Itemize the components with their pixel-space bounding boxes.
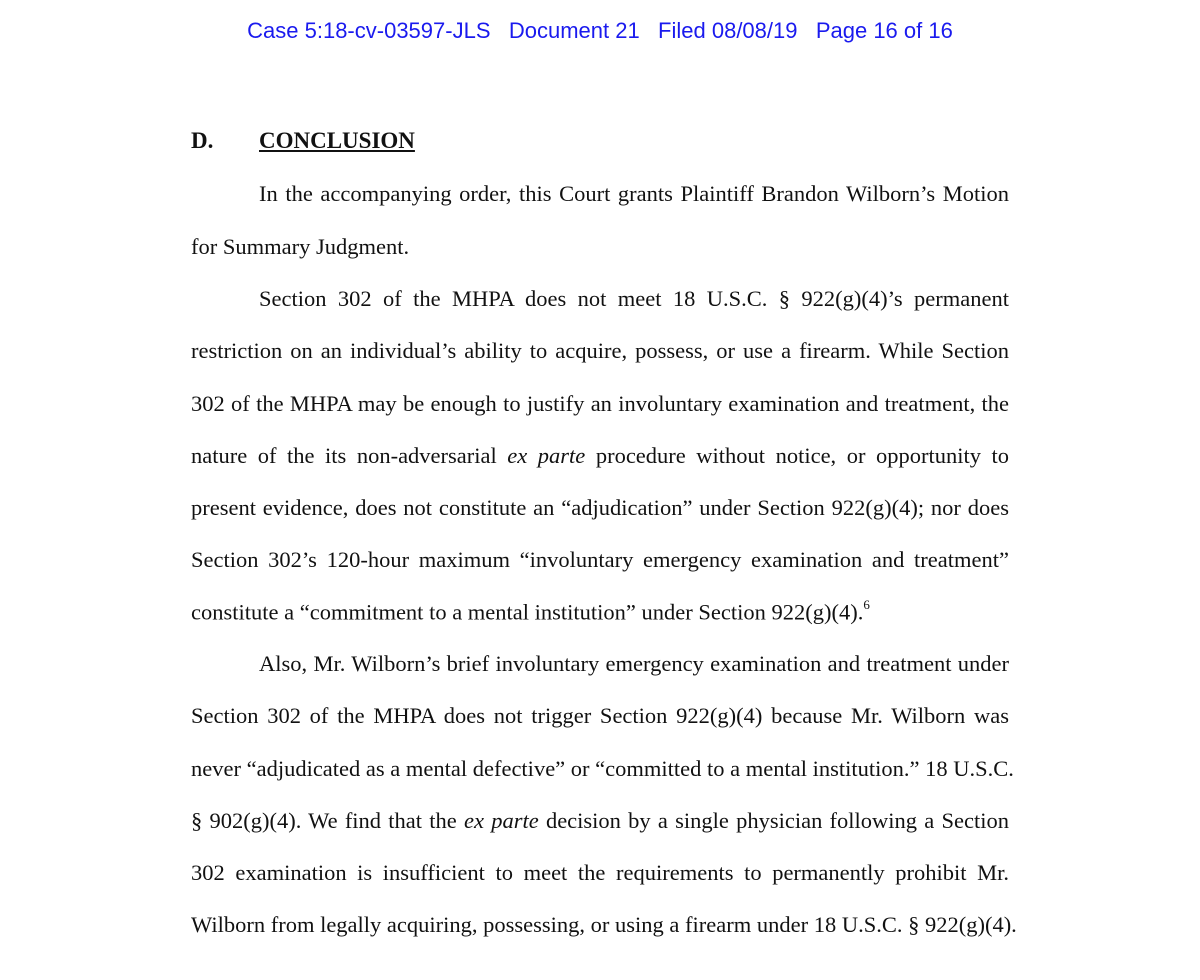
- section-heading: [191, 128, 415, 154]
- paragraph-line: restriction on an individual’s ability to acquire, possess, or use a firearm. While Section: [191, 338, 1009, 363]
- paragraph-line: [191, 443, 1009, 469]
- case-number: Case 5:18-cv-03597-JLS: [247, 18, 491, 43]
- italic-text: ex parte: [464, 808, 539, 833]
- paragraph-line: Section 302 of the MHPA does not meet 18 U.S.C. § 922(g)(4)’s permanent: [259, 286, 1009, 311]
- paragraph-line: present evidence, does not constitute an “adjudication” under Section 922(g)(4); nor does: [191, 495, 1009, 520]
- section-title: CONCLUSION: [259, 128, 415, 153]
- footnote-reference: 6: [863, 597, 870, 612]
- paragraph-line: Also, Mr. Wilborn’s brief involuntary emergency examination and treatment under: [259, 651, 1009, 676]
- page-number: Page 16 of 16: [815, 18, 953, 43]
- italic-text: ex parte: [507, 443, 586, 468]
- line-text: nature of the its non-adversarial: [191, 443, 508, 468]
- paragraph-line: In the accompanying order, this Court grants Plaintiff Brandon Wilborn’s Motion: [259, 181, 1009, 206]
- section-letter: D.: [191, 128, 214, 153]
- paragraph-line: [191, 599, 1009, 626]
- filed-date: Filed 08/08/19: [658, 18, 798, 43]
- line-text: constitute a “commitment to a mental institution” under Section 922(g)(4).: [191, 599, 864, 625]
- paragraph-line: Section 302’s 120-hour maximum “involuntary emergency examination and treatment”: [191, 547, 1009, 572]
- paragraph-line: Section 302 of the MHPA does not trigger Section 922(g)(4) because Mr. Wilborn was: [191, 703, 1009, 728]
- case-header: [0, 18, 1200, 44]
- paragraph-line: for Summary Judgment.: [191, 234, 410, 259]
- line-text: § 902(g)(4). We find that the: [191, 808, 464, 833]
- paragraph-line: Wilborn from legally acquiring, possessing, or using a firearm under 18 U.S.C. § 922(g)(4).: [191, 912, 1017, 937]
- line-text: decision by a single physician following a Section: [538, 808, 1009, 833]
- line-text: procedure without notice, or opportunity to: [585, 443, 1010, 468]
- document-number: Document 21: [508, 18, 640, 43]
- paragraph-line: [191, 808, 1009, 834]
- paragraph-line: never “adjudicated as a mental defective” or “committed to a mental institution.” 18 U.S.C.: [191, 756, 1014, 781]
- paragraph-line: 302 of the MHPA may be enough to justify an involuntary examination and treatment, the: [191, 391, 1009, 416]
- paragraph-line: 302 examination is insufficient to meet the requirements to permanently prohibit Mr.: [191, 860, 1009, 885]
